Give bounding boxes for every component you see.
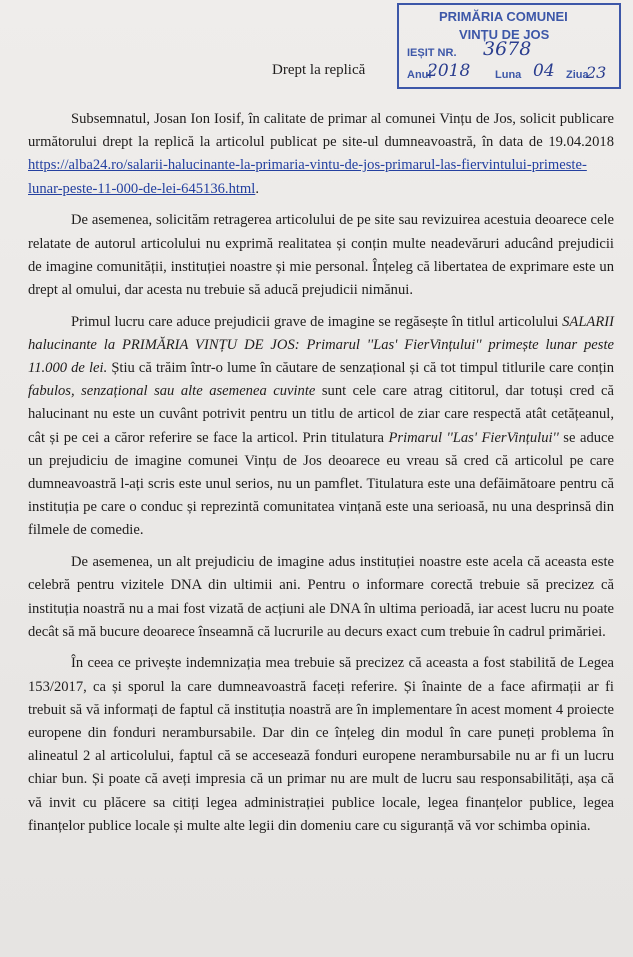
article-link[interactable]: https://alba24.ro/salarii-halucinante-la-primaria-vintu-de-jos-primarul-las-fiervintului-primeste-lunar-peste-11-000-de-lei-645136.html	[28, 157, 587, 197]
stamp-luna-value: 04	[533, 61, 555, 81]
document-title: Drept la replică	[272, 62, 366, 78]
registration-stamp	[397, 3, 621, 89]
stamp-institution-line2: VINȚU DE JOS	[459, 27, 550, 42]
paragraph-title-critique-text-d: se aduce un prejudiciu de imagine comunei Vințu de Jos deoarece eu vreau să cred că articolul pe care dumneavoastră l-ați scris este unul serios, nu un pamflet. Titulatura este una defăimătoare pentru că instituția pe care o conduc și reprezintă comunitatea vințană este una serioasă, nu una desprinsă din filmele de comedie.	[28, 429, 615, 539]
stamp-ziua-label: Ziua	[566, 69, 589, 81]
paragraph-title-critique-text-c: sunt cele care atrag cititorul, dar totuși cred că halucinant nu este un cuvânt potrivit pentru un titlu de articol de ziar care respectă atât cetățeanul, cât și pe cei a căror referire se face la articol. Prin titulatura	[28, 383, 614, 446]
letter-body	[28, 108, 614, 847]
stamp-anul-value: 2018	[427, 61, 471, 81]
stamp-iesit-value: 3678	[483, 38, 532, 60]
stamp-luna-label: Luna	[495, 69, 522, 81]
paragraph-title-critique-text-b: Știu că trăim într-o lume în căutare de senzațional și că tot timpul titlurile care conțin	[107, 360, 614, 377]
paragraph-title-critique-text-a: Primul lucru care aduce prejudicii grave de imagine se regăsește în titlul articolului	[71, 313, 563, 330]
paragraph-request	[28, 108, 614, 201]
quoted-words: fabulos, senzațional sau alte asemenea cuvinte	[28, 383, 316, 400]
paragraph-retraction: De asemenea, solicităm retragerea articolului de pe site sau revizuirea acestuia deoarece cele relatate de autorul articolului nu exprimă realitatea și conțin multe neadevăruri aducând prejudicii de imagine comunității, instituției noastre și mie personal. Înțeleg că libertatea de exprimare este un drept al omului, dar acesta nu trebuie să aducă prejudicii nimănui.	[28, 212, 614, 298]
paragraph-title-critique	[28, 311, 614, 543]
stamp-ziua-value: 23	[586, 63, 607, 82]
paragraph-salary: În ceea ce privește indemnizația mea trebuie să precizez că aceasta a fost stabilită de Legea 153/2017, ca și sporul la care dumneavoastră faceți referire. Și înainte de a face afirmații ar fi trebuit să vă informați de faptul că instituția noastră are în implementare în acest moment 4 proiecte europene din fonduri nerambursabile. Dar din ce înțeleg din modul în care puneți problema în alineatul 2 al articolului, faptul că se accesează fonduri europene nerambursabile nu ar fi un lucru chiar bun. Și poate că aveți impresia că un primar nu are mult de lucru sau responsabilități, așa că vă invit cu plăcere sa citiți legea administrației publice locale, legea finanțelor publice, legea finanțelor publice locale și multe alte legii din domeniu care cu siguranță vă vor schimba opinia.	[28, 655, 614, 834]
paragraph-dna: De asemenea, un alt prejudiciu de imagine adus instituției noastre este acela că aceasta este celebră pentru vizitele DNA din ultimii ani. Pentru o informare corectă trebuie să precizez că instituția noastră nu a mai fost vizată de acțiuni ale DNA în ultima perioadă, iar acest lucru nu poate decât să mă bucure deoarece înseamnă că lucrurile au decurs exact cum trebuie în cadrul primăriei.	[28, 554, 614, 640]
stamp-institution-line1: PRIMĂRIA COMUNEI	[439, 9, 568, 24]
paragraph-request-text: Subsemnatul, Josan Ion Iosif, în calitate de primar al comunei Vințu de Jos, solicit publicare următorului drept la replică la articolul publicat pe site-ul dumneavoastră, în data de 19.04.2018	[28, 111, 614, 151]
quoted-nickname: Primarul ''Las' FierVințului''	[388, 429, 559, 446]
quoted-article-title: SALARII halucinante la PRIMĂRIA VINȚU DE JOS: Primarul ''Las' FierVințului'' primește lunar peste 11.000 de lei.	[28, 313, 614, 377]
stamp-anul-label: Anul	[407, 69, 432, 81]
paragraph-request-end: .	[255, 180, 259, 197]
stamp-iesit-label: IEȘIT NR.	[407, 47, 457, 59]
